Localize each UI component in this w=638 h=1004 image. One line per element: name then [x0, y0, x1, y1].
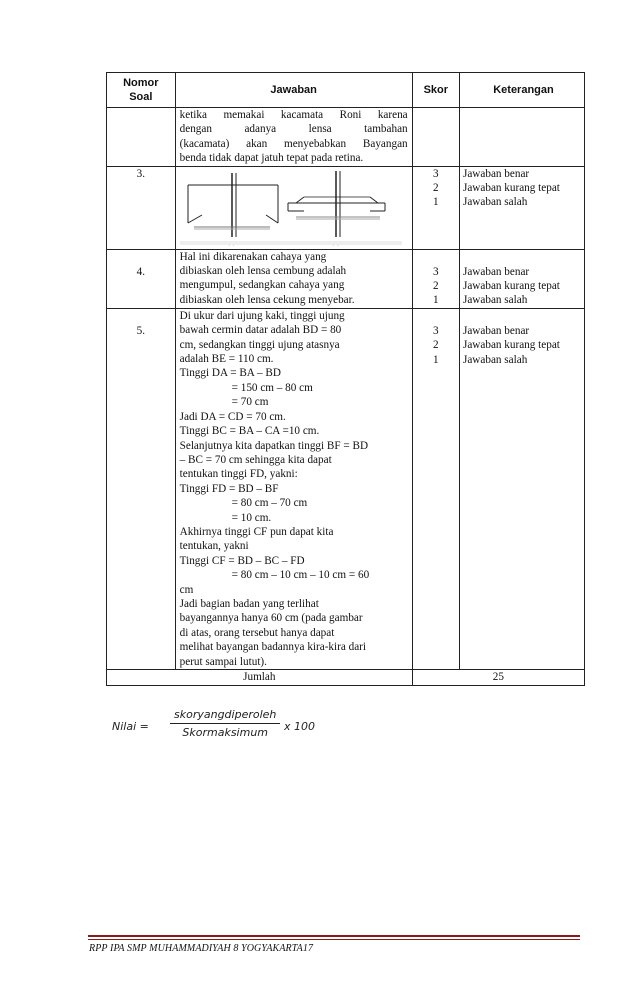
remark-cell: Jawaban benar Jawaban kurang tepat Jawaban salah	[459, 249, 584, 308]
mirror-diagram	[180, 167, 408, 247]
footer-rule-thin	[88, 939, 580, 940]
fraction-bar	[170, 723, 280, 724]
question-number: 3.	[107, 166, 176, 249]
header-skor: Skor	[412, 73, 459, 108]
table-row-q5	[107, 308, 585, 669]
figure-underline	[180, 241, 402, 245]
rubric-table	[106, 72, 585, 686]
total-value: 25	[412, 670, 584, 686]
question-number: 5.	[107, 308, 176, 669]
mirror-diagram-svg	[180, 167, 402, 247]
remark-cell: Jawaban benar Jawaban kurang tepat Jawaban salah	[459, 308, 584, 669]
formula-fraction	[170, 708, 280, 739]
formula-denominator: Skormaksimum	[182, 726, 269, 739]
table-row-continuation	[107, 108, 585, 167]
answer-cell: Di ukur dari ujung kaki, tinggi ujung bawah cermin datar adalah BD = 80 cm, sedangkan tinggi ujung atasnya adalah BE = 110 cm. Tinggi DA = BA – BD = 150 cm – 80 cm = 70 cm Jadi DA = CD = 70 cm. Tinggi BC = BA – CA =10 cm. Selanjutnya kita dapatkan tinggi BF = BD – BC = 70 cm sehingga kita dapat tentukan tinggi FD, yakni: Tinggi FD = BD – BF = 80 cm – 70 cm = 10 cm. Akhirnya tinggi CF pun dapat kita tentukan, yakni Tinggi CF = BD – BC – FD = 80 cm – 10 cm – 10 cm = 60 cm Jadi bagian badan yang terlihat bayangannya hanya 60 cm (pada gambar di atas, orang tersebut hanya dapat melihat bayangan badannya kira-kira dari perut sampai lutut).	[175, 308, 412, 669]
remark-cell: Jawaban benar Jawaban kurang tepat Jawaban salah	[459, 166, 584, 249]
formula-lhs: Nilai =	[112, 720, 149, 733]
answer-cell: Hal ini dikarenakan cahaya yang dibiaskan oleh lensa cembung adalah mengumpul, sedangkan cahaya yang dibiaskan oleh lensa cekung menyebar.	[175, 249, 412, 308]
diagram-a	[188, 173, 278, 237]
score-cell: 3 2 1	[412, 308, 459, 669]
question-number: 4.	[107, 249, 176, 308]
score-cell: 3 2 1	[412, 166, 459, 249]
header-jawaban: Jawaban	[175, 73, 412, 108]
formula-numerator: skoryangdiperoleh	[174, 708, 277, 721]
table-header-row	[107, 73, 585, 108]
header-nomor-soal: Nomor Soal	[107, 73, 176, 108]
score-cell: 3 2 1	[412, 249, 459, 308]
answer-figure-cell	[175, 166, 412, 249]
diagram-b	[288, 171, 385, 237]
table-row-q3	[107, 166, 585, 249]
table-row-q4	[107, 249, 585, 308]
header-keterangan: Keterangan	[459, 73, 584, 108]
page-footer: RPP IPA SMP MUHAMMADIYAH 8 YOGYAKARTA17	[89, 943, 314, 954]
formula-multiplier: x 100	[284, 720, 316, 733]
total-label: Jumlah	[107, 670, 413, 686]
answer-continuation: ketika memakai kacamata Roni karena dengan adanya lensa tambahan (kacamata) akan menyebabkan Bayangan benda tidak dapat jatuh tepat pada retina.	[175, 108, 412, 167]
table-total-row	[107, 670, 585, 686]
footer-rule	[88, 935, 580, 937]
